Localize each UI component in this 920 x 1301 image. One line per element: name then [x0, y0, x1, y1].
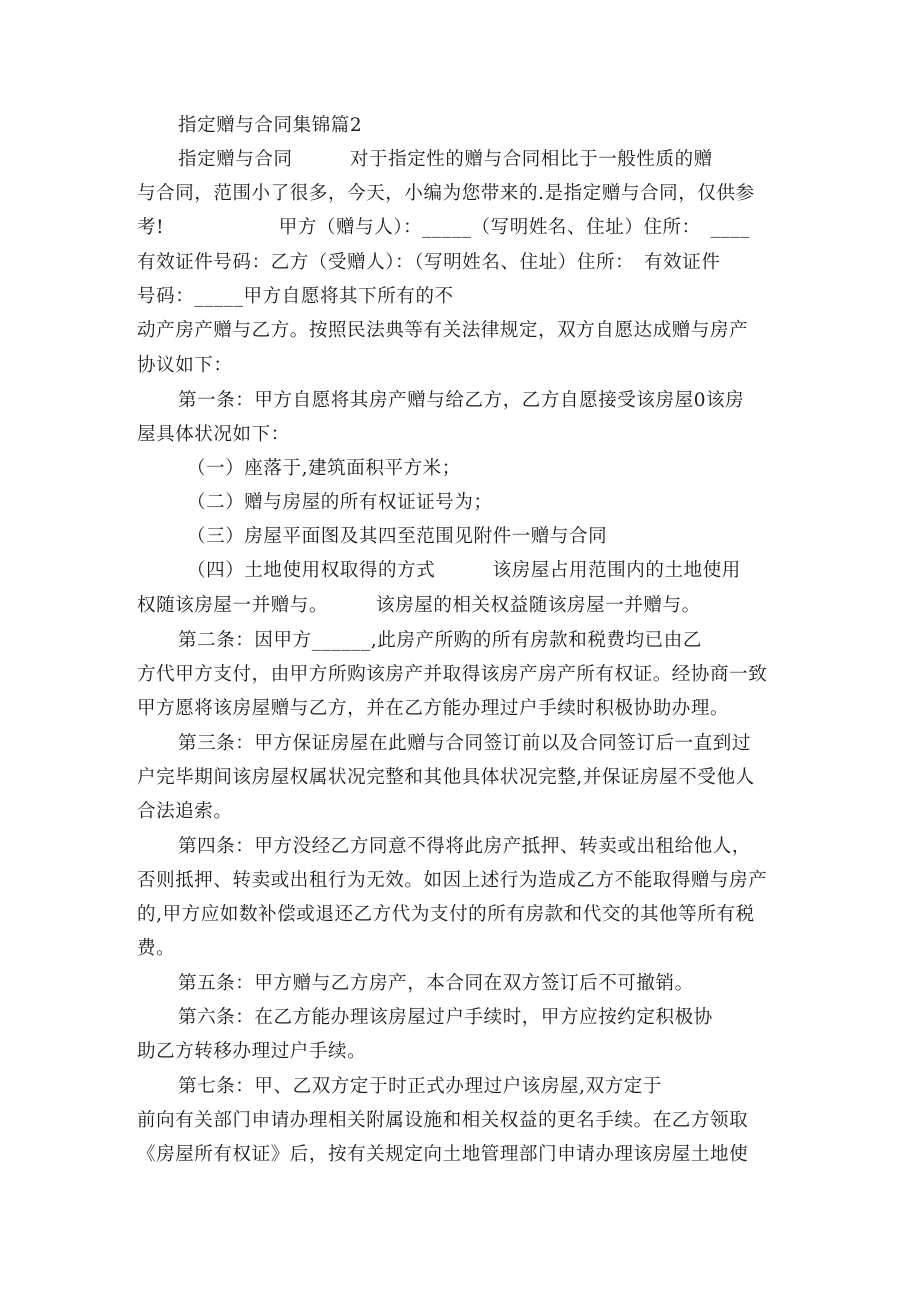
clause-4: 第四条：甲方没经乙方同意不得将此房产抵押、转卖或出租给他人， [178, 836, 752, 857]
text-line: 权随该房屋一并赠与。 该房屋的相关权益随该房屋一并赠与。 [137, 595, 701, 616]
text-line: 户完毕期间该房屋权属状况完整和其他具体状况完整,并保证房屋不受他人 [137, 767, 755, 788]
text-line: 指定赠与合同 对于指定性的赠与合同相比于一般性质的赠 [178, 149, 713, 170]
clause-2: 第二条：因甲方______,此房产所购的所有房款和税费均已由乙 [178, 630, 702, 651]
text-line: 甲方愿将该房屋赠与乙方，并在乙方能办理过户手续时积极协助办理。 [137, 698, 730, 719]
clause-7: 第七条：甲、乙双方定于时正式办理过户该房屋,双方定于 [178, 1076, 662, 1097]
text-line: 屋具体状况如下： [137, 424, 290, 445]
text-line: 方代甲方支付，由甲方所购该房产并取得该房产房产所有权证。经协商一致 [137, 664, 768, 685]
document-title: 指定赠与合同集锦篇2 [178, 115, 363, 136]
list-item: （一）座落于,建筑面积平方米； [187, 458, 461, 479]
list-item: （二）赠与房屋的所有权证证号为； [187, 492, 493, 513]
text-line: 号码：_____甲方自愿将其下所有的不 [137, 286, 454, 307]
text-line: 动产房产赠与乙方。按照民法典等有关法律规定，双方自愿达成赠与房产 [137, 320, 749, 341]
text-line: 与合同，范围小了很多，今天，小编为您带来的.是指定赠与合同，仅供参 [137, 183, 755, 204]
text-line: 助乙方转移办理过户手续。 [137, 1041, 367, 1062]
clause-5: 第五条：甲方赠与乙方房产，本合同在双方签订后不可撤销。 [178, 973, 694, 994]
text-line: 《房屋所有权证》后，按有关规定向土地管理部门申请办理该房屋土地使 [137, 1144, 749, 1165]
text-line: 前向有关部门申请办理相关附属设施和相关权益的更名手续。在乙方领取 [137, 1110, 749, 1131]
clause-6: 第六条：在乙方能办理该房屋过户手续时，甲方应按约定积极协 [178, 1007, 713, 1028]
clause-3: 第三条：甲方保证房屋在此赠与合同签订前以及合同签订后一直到过 [178, 733, 752, 754]
text-line: 有效证件号码：乙方（受赠人）：（写明姓名、住址）住所： 有效证件 [137, 252, 721, 273]
text-line: 的,甲方应如数补偿或退还乙方代为支付的所有房款和代交的其他等所有税 [137, 904, 755, 925]
text-line: 合法追索。 [137, 801, 233, 822]
list-item: （四）土地使用权取得的方式 该房屋占用范围内的土地使用 [187, 560, 741, 581]
clause-1: 第一条：甲方自愿将其房产赠与给乙方，乙方自愿接受该房屋0该房 [178, 390, 745, 411]
list-item: （三）房屋平面图及其四至范围见附件一赠与合同 [187, 526, 608, 547]
text-line: 协议如下： [137, 355, 233, 376]
text-line: 费。 [137, 938, 176, 959]
text-line: 否则抵押、转卖或出租行为无效。如因上述行为造成乙方不能取得赠与房产 [137, 870, 768, 891]
text-line: 考! 甲方（赠与人）：_____（写明姓名、住址）住所： ____ [137, 217, 750, 238]
